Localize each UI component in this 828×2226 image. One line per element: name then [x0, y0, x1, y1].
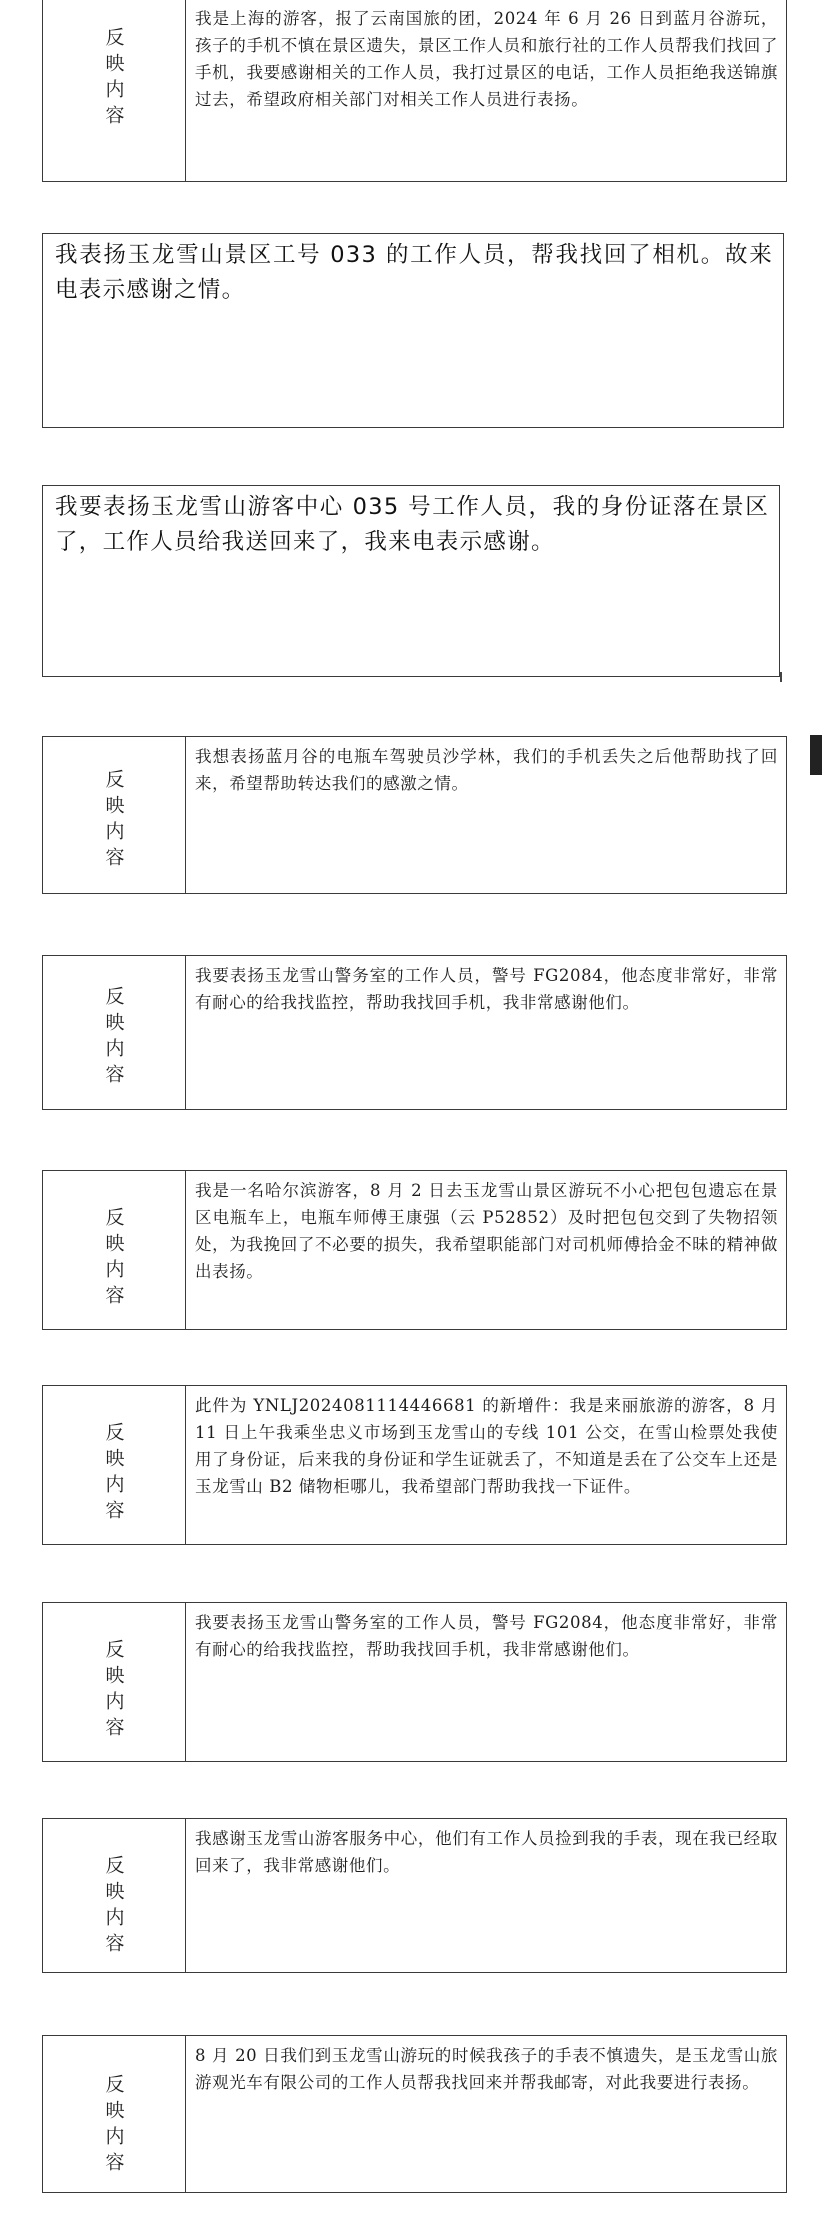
feedback-label-cell: [43, 2036, 186, 2192]
feedback-table-1: [42, 0, 787, 182]
feedback-content-3: 我要表扬玉龙雪山游客中心 035 号工作人员，我的身份证落在景区了，工作人员给我送回来了，我来电表示感谢。: [55, 494, 769, 555]
feedback-content-8: 我要表扬玉龙雪山警务室的工作人员，警号 FG2084，他态度非常好，非常有耐心的给我找监控，帮助我找回手机，我非常感谢他们。: [195, 1613, 778, 1659]
feedback-label-cell: [43, 1819, 186, 1972]
table-edge-tick: [780, 672, 782, 682]
feedback-content-5: 我要表扬玉龙雪山警务室的工作人员，警号 FG2084，他态度非常好，非常有耐心的给我找监控，帮助我找回手机，我非常感谢他们。: [195, 966, 778, 1012]
feedback-table-5: [42, 955, 787, 1110]
feedback-table-4: [42, 736, 787, 894]
feedback-label: 反映内容: [102, 2074, 125, 2178]
scrollbar-thumb[interactable]: [810, 735, 822, 775]
feedback-table-6: [42, 1170, 787, 1330]
feedback-label-cell: [43, 1171, 186, 1329]
feedback-label-cell: [43, 1603, 186, 1761]
feedback-content-2: 我表扬玉龙雪山景区工号 033 的工作人员，帮我找回了相机。故来电表示感谢之情。: [55, 242, 773, 303]
feedback-content-1: 我是上海的游客，报了云南国旅的团，2024 年 6 月 26 日到蓝月谷游玩，孩子的手机不慎在景区遗失，景区工作人员和旅行社的工作人员帮我们找回了手机，我要感谢相关的工作人员，我打过景区的电话，工作人员拒绝我送锦旗过去，希望政府相关部门对相关工作人员进行表扬。: [195, 9, 778, 109]
feedback-label-cell: [43, 956, 186, 1109]
feedback-label: 反映内容: [102, 986, 125, 1090]
feedback-content-10: 8 月 20 日我们到玉龙雪山游玩的时候我孩子的手表不慎遗失，是玉龙雪山旅游观光车有限公司的工作人员帮我找回来并帮我邮寄，对此我要进行表扬。: [195, 2046, 778, 2092]
feedback-label-cell: [43, 0, 186, 181]
feedback-table-9: [42, 1818, 787, 1973]
feedback-table-3: [42, 485, 780, 677]
feedback-label: 反映内容: [102, 1422, 125, 1526]
feedback-content-7: 此件为 YNLJ2024081114446681 的新增件：我是来丽旅游的游客，8 月 11 日上午我乘坐忠义市场到玉龙雪山的专线 101 公交，在雪山检票处我使用了身份证，后来我的身份证和学生证就丢了，不知道是丢在了公交车上还是玉龙雪山 B2 储物柜哪儿，我希望部门帮助我找一下证件。: [195, 1396, 778, 1496]
feedback-content-4: 我想表扬蓝月谷的电瓶车驾驶员沙学林，我们的手机丢失之后他帮助找了回来，希望帮助转达我们的感激之情。: [195, 747, 778, 793]
feedback-label: 反映内容: [102, 27, 125, 131]
feedback-content-9: 我感谢玉龙雪山游客服务中心，他们有工作人员捡到我的手表，现在我已经取回来了，我非常感谢他们。: [195, 1829, 778, 1875]
feedback-table-7: [42, 1385, 787, 1545]
feedback-content-6: 我是一名哈尔滨游客，8 月 2 日去玉龙雪山景区游玩不小心把包包遗忘在景区电瓶车上，电瓶车师傅王康强（云 P52852）及时把包包交到了失物招领处，为我挽回了不必要的损失，我希望职能部门对司机师傅拾金不昧的精神做出表扬。: [195, 1181, 778, 1281]
feedback-table-2: [42, 233, 784, 428]
feedback-label-cell: [43, 1386, 186, 1544]
feedback-label-cell: [43, 737, 186, 893]
feedback-label: 反映内容: [102, 1639, 125, 1743]
feedback-label: 反映内容: [102, 1855, 125, 1959]
feedback-table-8: [42, 1602, 787, 1762]
feedback-label: 反映内容: [102, 1207, 125, 1311]
feedback-label: 反映内容: [102, 769, 125, 873]
feedback-table-10: [42, 2035, 787, 2193]
